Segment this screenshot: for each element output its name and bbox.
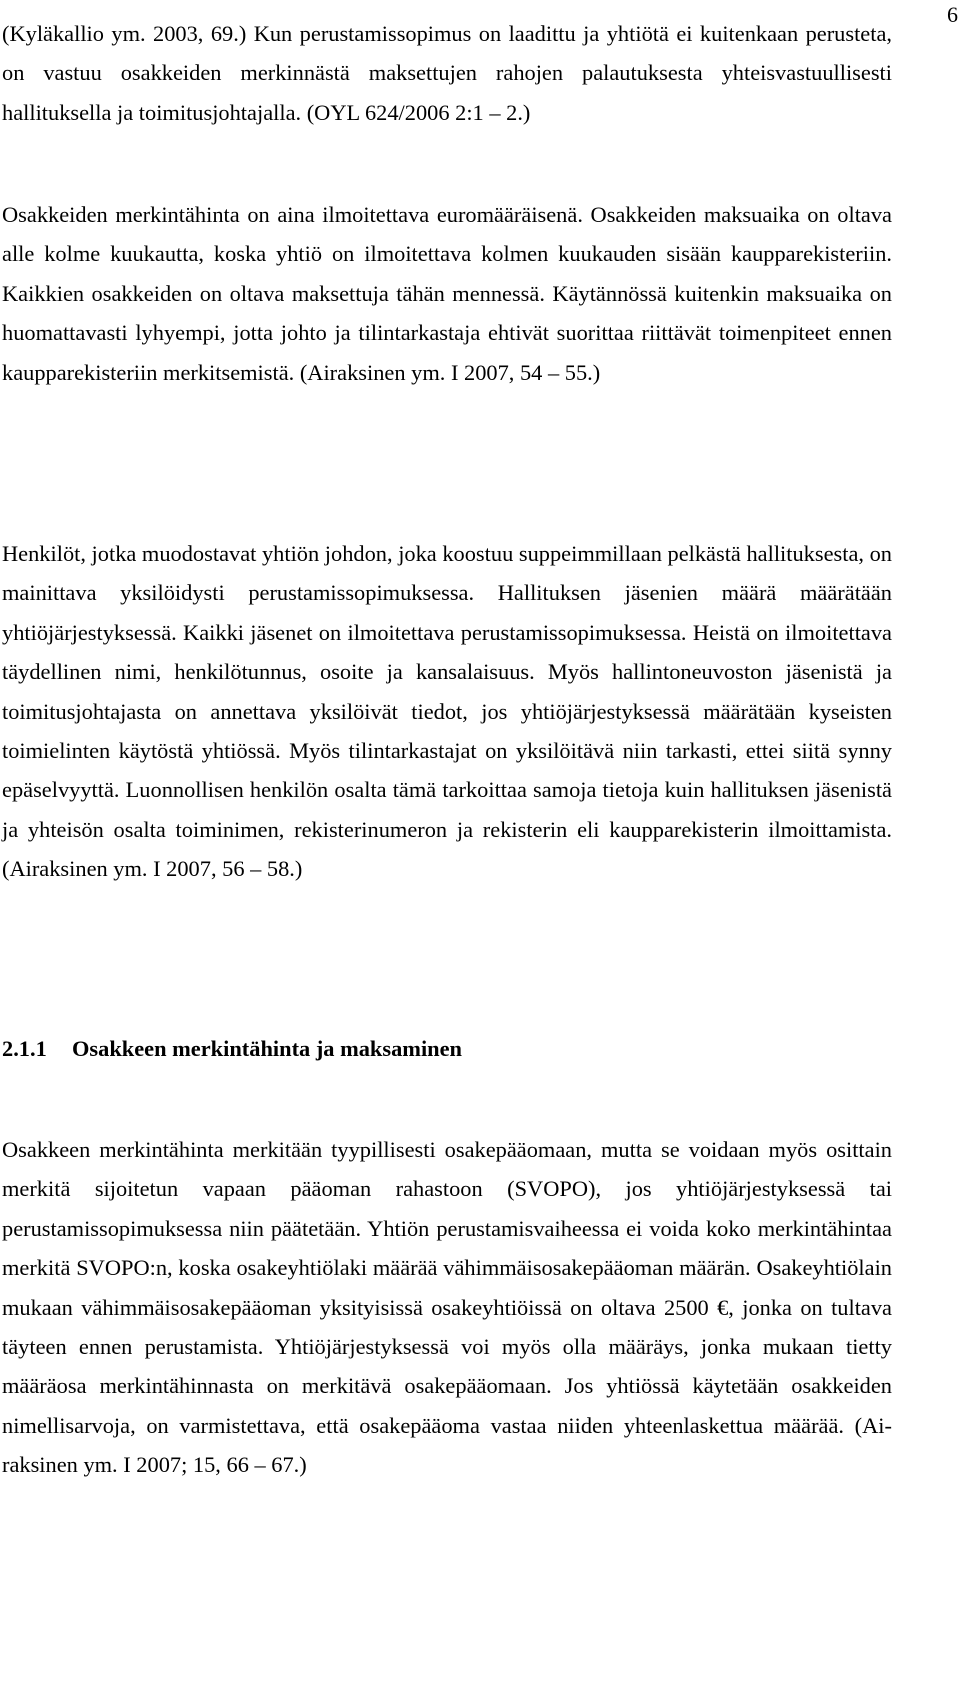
paragraph-founding-liability: (Kyläkallio ym. 2003, 69.) Kun perustamissopimus on laadittu ja yhtiötä ei kuitenkaan perusteta, on vastuu osakkeiden merkinnästä maksettujen rahojen palautuksesta yhteisvastuullisesti hallituksella ja toimitusjohtajalla. (OYL 624/2006 2:1 – 2.)	[2, 21, 892, 125]
paragraph-subscription-price-payment: Osakkeiden merkintähinta on aina ilmoitettava euromääräisenä. Osakkeiden maksuaika on oltava alle kolme kuukautta, koska yhtiö on ilmoitettava kolmen kuukauden sisään kaupparekisteriin. Kaikkien osakkeiden on oltava maksettuja tähän mennessä. Käytännössä kuitenkin maksuaika on huomattavasti lyhyempi, jotta johto ja tilintarkastaja ehtivät suorittaa riittävät toimenpiteet ennen kaupparekisteriin merkitsemistä. (Airaksinen ym. I 2007, 54 – 55.)	[2, 202, 892, 385]
section-title: Osakkeen merkintähinta ja maksaminen	[72, 1036, 463, 1061]
page-number: 6	[947, 2, 958, 27]
section-number: 2.1.1	[2, 1036, 47, 1061]
section-heading	[2, 1029, 462, 1068]
paragraph-company-management: Henkilöt, jotka muodostavat yhtiön johdon, joka koostuu suppeimmillaan pelkästä hallituksesta, on mainittava yksilöidysti perustamissopimuksessa. Hallituksen jäsenien määrä määrätään yhtiöjärjestyksessä. Kaikki jäsenet on ilmoitettava perustamissopimuksessa. Heistä on ilmoitettava täydellinen nimi, henkilötunnus, osoite ja kansalaisuus. Myös hallintoneuvoston jäsenistä ja toimitusjohtajasta on annettava yksilöivät tiedot, jos yhtiöjärjestyksessä määrätään kyseisten toimielinten käytöstä yhtiössä. Myös tilintarkastajat on yksilöitävä niin tarkasti, ettei siitä synny epäselvyyttä. Luonnollisen henkilön osalta tämä tarkoittaa samoja tietoja kuin hallituksen jäsenistä ja yhteisön osalta toiminimen, rekisterinumeron ja rekisterin eli kaupparekisterin ilmoittamista. (Airaksinen ym. I 2007, 56 – 58.)	[2, 541, 892, 882]
paragraph-share-subscription-price: Osakkeen merkintähinta merkitään tyypillisesti osakepääomaan, mutta se voidaan myös osittain merkitä sijoitetun vapaan pääoman rahastoon (SVOPO), jos yhtiöjärjestyksessä tai perustamissopimuksessa niin päätetään. Yhtiön perustamisvaiheessa ei voida koko merkintähintaa merkitä SVOPO:n, koska osakeyhtiölaki määrää vähimmäisosakepääoman määrän. Osakeyhtiölain mukaan vähimmäisosakepääoman yksityisissä osakeyhtiöissä on oltava 2500 €, jonka on tultava täyteen ennen perustamista. Yhtiöjärjestyksessä voi myös olla määräys, jonka mukaan tietty määräosa merkintähinnasta on merkitävä osakepääomaan. Jos yhtiössä käytetään osakkeiden nimellisarvoja, on varmistettava, että osakepääoma vastaa niiden yhteenlaskettua määrää. (Airaksinen ym. I 2007; 15, 66 – 67.)	[2, 1137, 892, 1478]
